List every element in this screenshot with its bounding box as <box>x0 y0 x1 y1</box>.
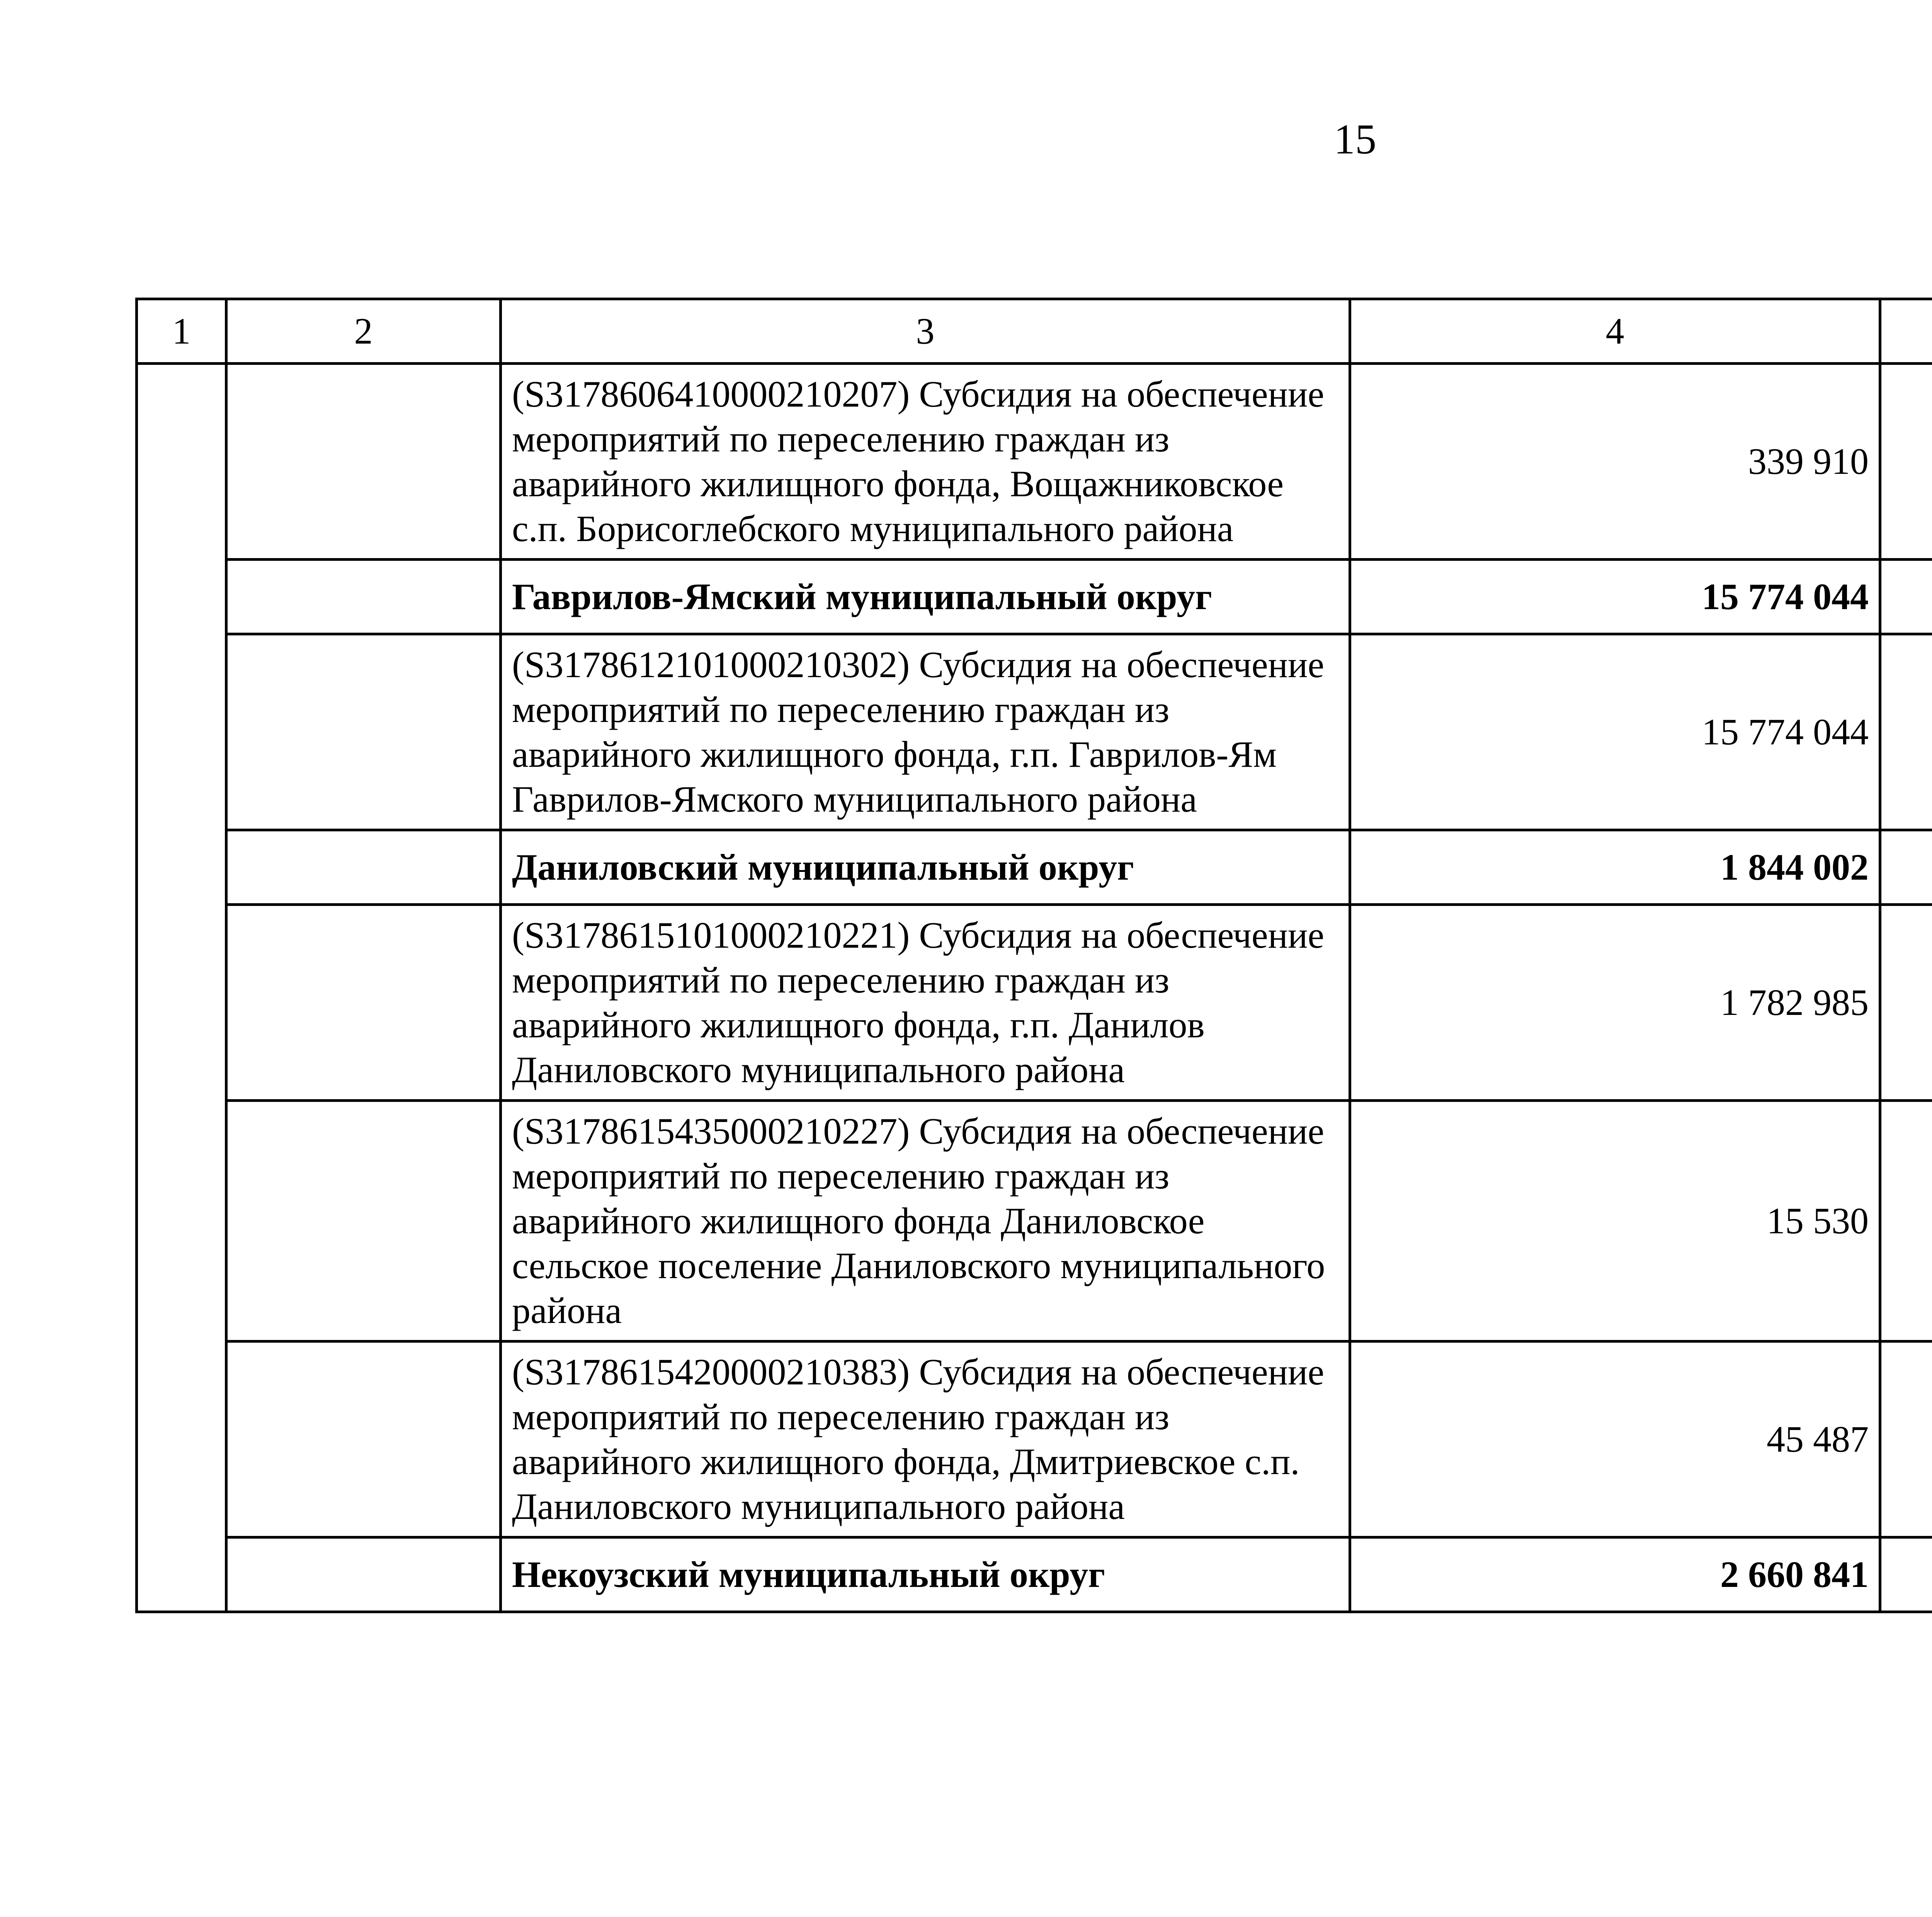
table-row <box>137 634 1932 830</box>
table-row <box>137 905 1932 1101</box>
column-2-cell <box>226 1101 501 1342</box>
district-total-row <box>137 830 1932 905</box>
subsidy-description: (S3178615101000210221) Субсидия на обеспечение мероприятий по переселению граждан из аварийного жилищного фонда, г.п. Данилов Даниловского муниципального района <box>501 905 1350 1101</box>
column-number-cell: 3 <box>501 299 1350 364</box>
column-number-cell <box>1880 299 1932 364</box>
column-2-cell <box>226 560 501 634</box>
value-col-5 <box>1880 830 1932 905</box>
table-row <box>137 364 1932 560</box>
column-2-cell <box>226 1537 501 1612</box>
value-col-4: 1 782 985 <box>1350 905 1880 1101</box>
column-number-cell: 2 <box>226 299 501 364</box>
subsidy-description: (S3178612101000210302) Субсидия на обеспечение мероприятий по переселению граждан из аварийного жилищного фонда, г.п. Гаврилов-Ям Гаврилов-Ямского муниципального района <box>501 634 1350 830</box>
subsidy-table <box>135 298 1932 1613</box>
subsidy-description: (S3178615435000210227) Субсидия на обеспечение мероприятий по переселению граждан из аварийного жилищного фонда Даниловское сельское поселение Даниловского муниципального района <box>501 1101 1350 1342</box>
value-col-5 <box>1880 1537 1932 1612</box>
page-number: 15 <box>1334 116 1376 163</box>
district-name: Даниловский муниципальный округ <box>501 830 1350 905</box>
district-total-row <box>137 560 1932 634</box>
column-2-cell <box>226 364 501 560</box>
column-number-row <box>137 299 1932 364</box>
subsidy-description: (S3178615420000210383) Субсидия на обеспечение мероприятий по переселению граждан из аварийного жилищного фонда, Дмитриевское с.п. Даниловского муниципального района <box>501 1342 1350 1537</box>
value-col-4: 45 487 <box>1350 1342 1880 1537</box>
district-total-row <box>137 1537 1932 1612</box>
column-number-cell: 1 <box>137 299 226 364</box>
value-col-4: 15 774 044 <box>1350 560 1880 634</box>
column-2-cell <box>226 905 501 1101</box>
value-col-5 <box>1880 1101 1932 1342</box>
column-number-cell: 4 <box>1350 299 1880 364</box>
table-row <box>137 1342 1932 1537</box>
value-col-5 <box>1880 1342 1932 1537</box>
value-col-4: 339 910 <box>1350 364 1880 560</box>
value-col-5 <box>1880 634 1932 830</box>
subsidy-description: (S3178606410000210207) Субсидия на обеспечение мероприятий по переселению граждан из аварийного жилищного фонда, Вощажниковское с.п. Борисоглебского муниципального района <box>501 364 1350 560</box>
value-col-4: 15 530 <box>1350 1101 1880 1342</box>
value-col-4: 1 844 002 <box>1350 830 1880 905</box>
value-col-5 <box>1880 364 1932 560</box>
district-name: Некоузский муниципальный округ <box>501 1537 1350 1612</box>
value-col-4: 15 774 044 <box>1350 634 1880 830</box>
column-2-cell <box>226 634 501 830</box>
district-name: Гаврилов-Ямский муниципальный округ <box>501 560 1350 634</box>
column-2-cell <box>226 1342 501 1537</box>
column-1-merged-cell <box>137 364 226 1612</box>
table-row <box>137 1101 1932 1342</box>
column-2-cell <box>226 830 501 905</box>
value-col-5 <box>1880 560 1932 634</box>
value-col-5 <box>1880 905 1932 1101</box>
value-col-4: 2 660 841 <box>1350 1537 1880 1612</box>
